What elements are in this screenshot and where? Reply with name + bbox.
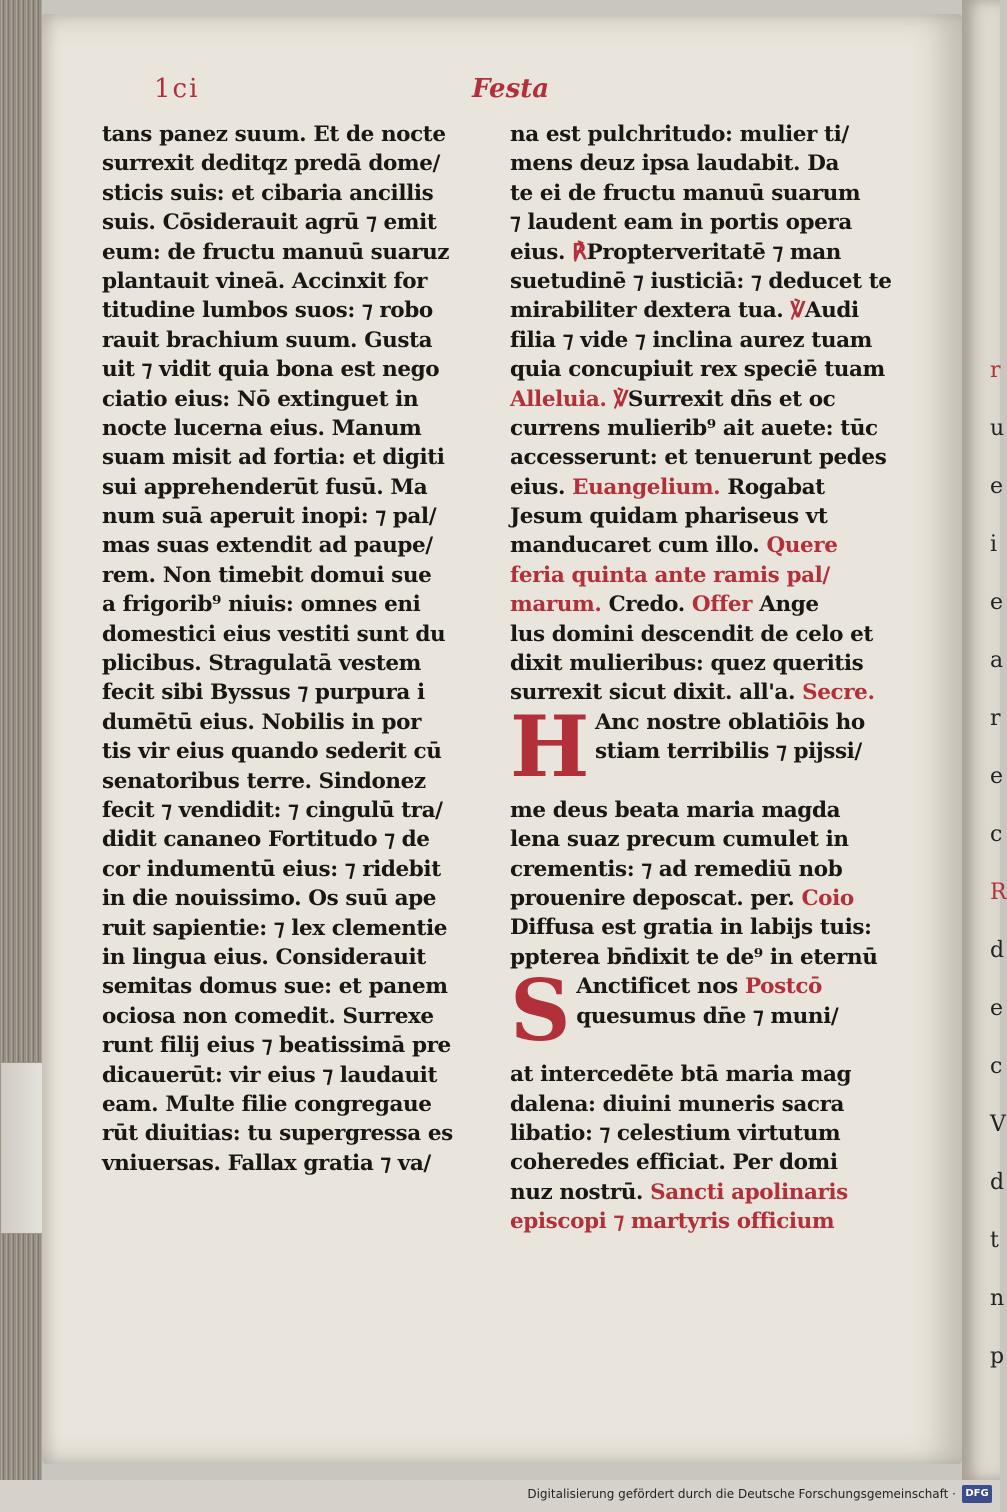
text-line: lena suaz precum cumulet in bbox=[510, 827, 849, 853]
text-line: ppterea bn̄dixit te de⁹ in eternū bbox=[510, 944, 878, 970]
text-line: currens mulierib⁹ ait auete: tūc bbox=[510, 415, 878, 441]
footer-bar bbox=[0, 1480, 1000, 1512]
versicle-mark: ℣ bbox=[790, 298, 805, 324]
facing-page-fragment: e bbox=[990, 996, 1004, 1021]
facing-page-fragment: V bbox=[990, 1112, 1006, 1137]
text-line: quia concupiuit rex speciē tuam bbox=[510, 357, 885, 383]
text-segment: mirabiliter dextera tua. bbox=[510, 298, 784, 324]
text-line: num suā aperuit inopi: ⁊ pal/ bbox=[102, 504, 437, 530]
text-line: sticis suis: et cibaria ancillis bbox=[102, 180, 434, 206]
facing-page-fragment: n bbox=[990, 1286, 1005, 1311]
text-line bbox=[510, 296, 920, 325]
rubric-euangelium: Euangelium. bbox=[572, 474, 721, 500]
text-line: rauit brachium suum. Gusta bbox=[102, 327, 433, 353]
text-line bbox=[510, 972, 920, 1001]
text-line: ciatio eius: Nō extinguet in bbox=[102, 386, 419, 412]
text-line bbox=[510, 238, 920, 267]
text-line: in lingua eius. Considerauit bbox=[102, 944, 426, 970]
dfg-logo: DFG bbox=[962, 1485, 992, 1503]
facing-page-fragment: r bbox=[990, 706, 1001, 731]
text-line: quesumus dn̄e ⁊ muni/ bbox=[576, 1003, 839, 1029]
text-line bbox=[510, 590, 920, 619]
versicle-mark: ℣ bbox=[613, 386, 628, 412]
text-line: te ei de fructu manuū suarum bbox=[510, 180, 861, 206]
text-line: fecit ⁊ vendidit: ⁊ cingulū tra/ bbox=[102, 797, 443, 823]
text-line: crementis: ⁊ ad remediū nob bbox=[510, 856, 843, 882]
rubric-line: feria quinta ante ramis pal/ bbox=[510, 562, 830, 588]
text-line: tans panez suum. Et de nocte bbox=[102, 122, 446, 147]
text-line: vniuersas. Fallax gratia ⁊ va/ bbox=[102, 1150, 431, 1176]
left-text-column bbox=[102, 120, 502, 1178]
text-line: mens deuz ipsa laudabit. Da bbox=[510, 151, 839, 177]
right-text-column bbox=[510, 120, 920, 1237]
text-line: plicibus. Stragulatā vestem bbox=[102, 651, 422, 677]
page-header bbox=[42, 74, 962, 114]
text-line: sui apprehenderūt fusū. Ma bbox=[102, 474, 428, 500]
book-edge-left bbox=[0, 0, 42, 1512]
text-line bbox=[510, 884, 920, 913]
text-line: semitas domus sue: et panem bbox=[102, 974, 448, 1000]
text-line: dumētū eius. Nobilis in por bbox=[102, 709, 421, 735]
facing-page-fragment: u bbox=[990, 416, 1005, 441]
text-line: ociosa non comedit. Surrexe bbox=[102, 1003, 434, 1029]
text-line: ruit sapientie: ⁊ lex clementie bbox=[102, 915, 447, 941]
text-line bbox=[510, 678, 920, 707]
text-line: surrexit deditqz predā dome/ bbox=[102, 151, 440, 177]
running-head: Festa bbox=[472, 74, 550, 104]
facing-page-edge bbox=[962, 0, 1007, 1480]
text-line: mas suas extendit ad paupe/ bbox=[102, 533, 433, 559]
facing-page-fragment: i bbox=[990, 532, 998, 557]
text-line: coheredes efficiat. Per domi bbox=[510, 1150, 838, 1176]
facing-page-fragment: t bbox=[990, 1228, 999, 1253]
book-page bbox=[42, 14, 962, 1464]
text-line: at intercedēte btā maria mag bbox=[510, 1062, 852, 1088]
text-line: titudine lumbos suos: ⁊ robo bbox=[102, 298, 433, 324]
facing-page-fragment: a bbox=[990, 648, 1004, 673]
text-segment: surrexit sicut dixit. all'a. bbox=[510, 680, 796, 706]
text-line bbox=[510, 385, 920, 414]
text-segment: Surrexit dn̄s et oc bbox=[627, 386, 836, 412]
text-line: lus domini descendit de celo et bbox=[510, 621, 873, 647]
initial-block-s bbox=[510, 961, 920, 1061]
facing-page-fragment: p bbox=[990, 1344, 1005, 1369]
text-line: suam misit ad fortia: et digiti bbox=[102, 445, 445, 471]
text-line: dicauerūt: vir eius ⁊ laudauit bbox=[102, 1062, 437, 1088]
text-segment: Rogabat bbox=[727, 474, 825, 500]
text-line: a frigorib⁹ niuis: omnes eni bbox=[102, 592, 421, 618]
text-line: runt filij eius ⁊ beatissimā pre bbox=[102, 1033, 451, 1059]
facing-page-fragment: d bbox=[990, 1170, 1005, 1195]
text-line: Jesum quidam phariseus vt bbox=[510, 504, 828, 530]
text-line bbox=[510, 1178, 920, 1207]
text-line: ⁊ laudent eam in portis opera bbox=[510, 210, 852, 236]
text-line: accesserunt: et tenuerunt pedes bbox=[510, 445, 887, 471]
text-line bbox=[510, 531, 920, 560]
facing-page-fragment: e bbox=[990, 474, 1004, 499]
initial-letter-h: H bbox=[510, 696, 589, 796]
text-line: cor indumentū eius: ⁊ ridebit bbox=[102, 856, 441, 882]
facing-page-fragment: R bbox=[990, 880, 1007, 905]
rubric-coio: Coio bbox=[801, 885, 854, 911]
text-line: filia ⁊ vide ⁊ inclina aurez tuam bbox=[510, 327, 872, 353]
text-line: stiam terribilis ⁊ pijssi/ bbox=[594, 739, 862, 765]
text-segment: Credo. bbox=[608, 592, 685, 618]
rubric-line: episcopi ⁊ martyris officium bbox=[510, 1209, 835, 1235]
folio-number: 1ci bbox=[154, 74, 200, 104]
rubric-postco: Postcō bbox=[744, 974, 822, 1000]
rubric-alleluia: Alleluia. bbox=[510, 386, 607, 412]
text-segment: eius. bbox=[510, 474, 566, 500]
rubric-secre: Secre. bbox=[802, 680, 875, 706]
text-line: na est pulchritudo: mulier ti/ bbox=[510, 122, 849, 147]
funding-credit: Digitalisierung gefördert durch die Deutsche Forschungsgemeinschaft · bbox=[527, 1487, 956, 1501]
facing-page-fragment: c bbox=[990, 1054, 1003, 1079]
initial-letter-s: S bbox=[510, 961, 571, 1061]
text-segment: Ange bbox=[759, 592, 819, 618]
rubric-quere: Quere bbox=[766, 533, 838, 559]
rubric-offer: Offer bbox=[691, 592, 753, 618]
text-line: nocte lucerna eius. Manum bbox=[102, 415, 422, 441]
facing-page-fragment: e bbox=[990, 764, 1004, 789]
text-line: tis vir eius quando sederit cū bbox=[102, 739, 442, 765]
text-line: rūt diuitias: tu supergressa es bbox=[102, 1121, 453, 1147]
facing-page-fragment: d bbox=[990, 938, 1005, 963]
facing-page-fragment: r bbox=[990, 358, 1001, 383]
text-line: Diffusa est gratia in labijs tuis: bbox=[510, 915, 872, 941]
initial-block-h bbox=[510, 696, 920, 796]
facing-page-fragment: c bbox=[990, 822, 1003, 847]
text-segment: Propterveritatē ⁊ man bbox=[586, 239, 841, 265]
text-line: libatio: ⁊ celestium virtutum bbox=[510, 1120, 841, 1146]
text-line: suetudinē ⁊ iusticiā: ⁊ deducet te bbox=[510, 268, 892, 294]
text-line: fecit sibi Byssus ⁊ purpura i bbox=[102, 680, 425, 706]
text-line: suis. Cōsiderauit agrū ⁊ emit bbox=[102, 210, 437, 236]
text-segment: Anctificet nos bbox=[576, 974, 738, 1000]
rubric-sancti: Sancti apolinaris bbox=[650, 1179, 848, 1205]
text-line: dalena: diuini muneris sacra bbox=[510, 1091, 845, 1117]
text-segment: manducaret cum illo. bbox=[510, 533, 760, 559]
text-line: eam. Multe filie congregaue bbox=[102, 1091, 432, 1117]
text-line: didit cananeo Fortitudo ⁊ de bbox=[102, 827, 430, 853]
text-segment: Audi bbox=[804, 298, 859, 324]
text-line: eum: de fructu manuū suaruz bbox=[102, 239, 450, 265]
rubric-marum: marum. bbox=[510, 592, 602, 618]
text-line: senatoribus terre. Sindonez bbox=[102, 768, 426, 794]
text-line: Anc nostre oblatiōis ho bbox=[594, 709, 865, 735]
text-line: in die nouissimo. Os suū ape bbox=[102, 886, 437, 912]
text-line: me deus beata maria magda bbox=[510, 797, 841, 823]
text-line: plantauit vineā. Accinxit for bbox=[102, 268, 428, 294]
text-segment: nuz nostrū. bbox=[510, 1179, 644, 1205]
facing-page-fragment: e bbox=[990, 590, 1004, 615]
text-line bbox=[510, 473, 920, 502]
text-line: dixit mulieribus: quez queritis bbox=[510, 651, 864, 677]
text-segment: eius. bbox=[510, 239, 566, 265]
text-line: rem. Non timebit domui sue bbox=[102, 562, 432, 588]
text-segment: prouenire deposcat. per. bbox=[510, 885, 795, 911]
responsory-mark: ℟ bbox=[572, 239, 587, 265]
text-line: uit ⁊ vidit quia bona est nego bbox=[102, 357, 440, 383]
text-line: domestici eius vestiti sunt du bbox=[102, 621, 446, 647]
